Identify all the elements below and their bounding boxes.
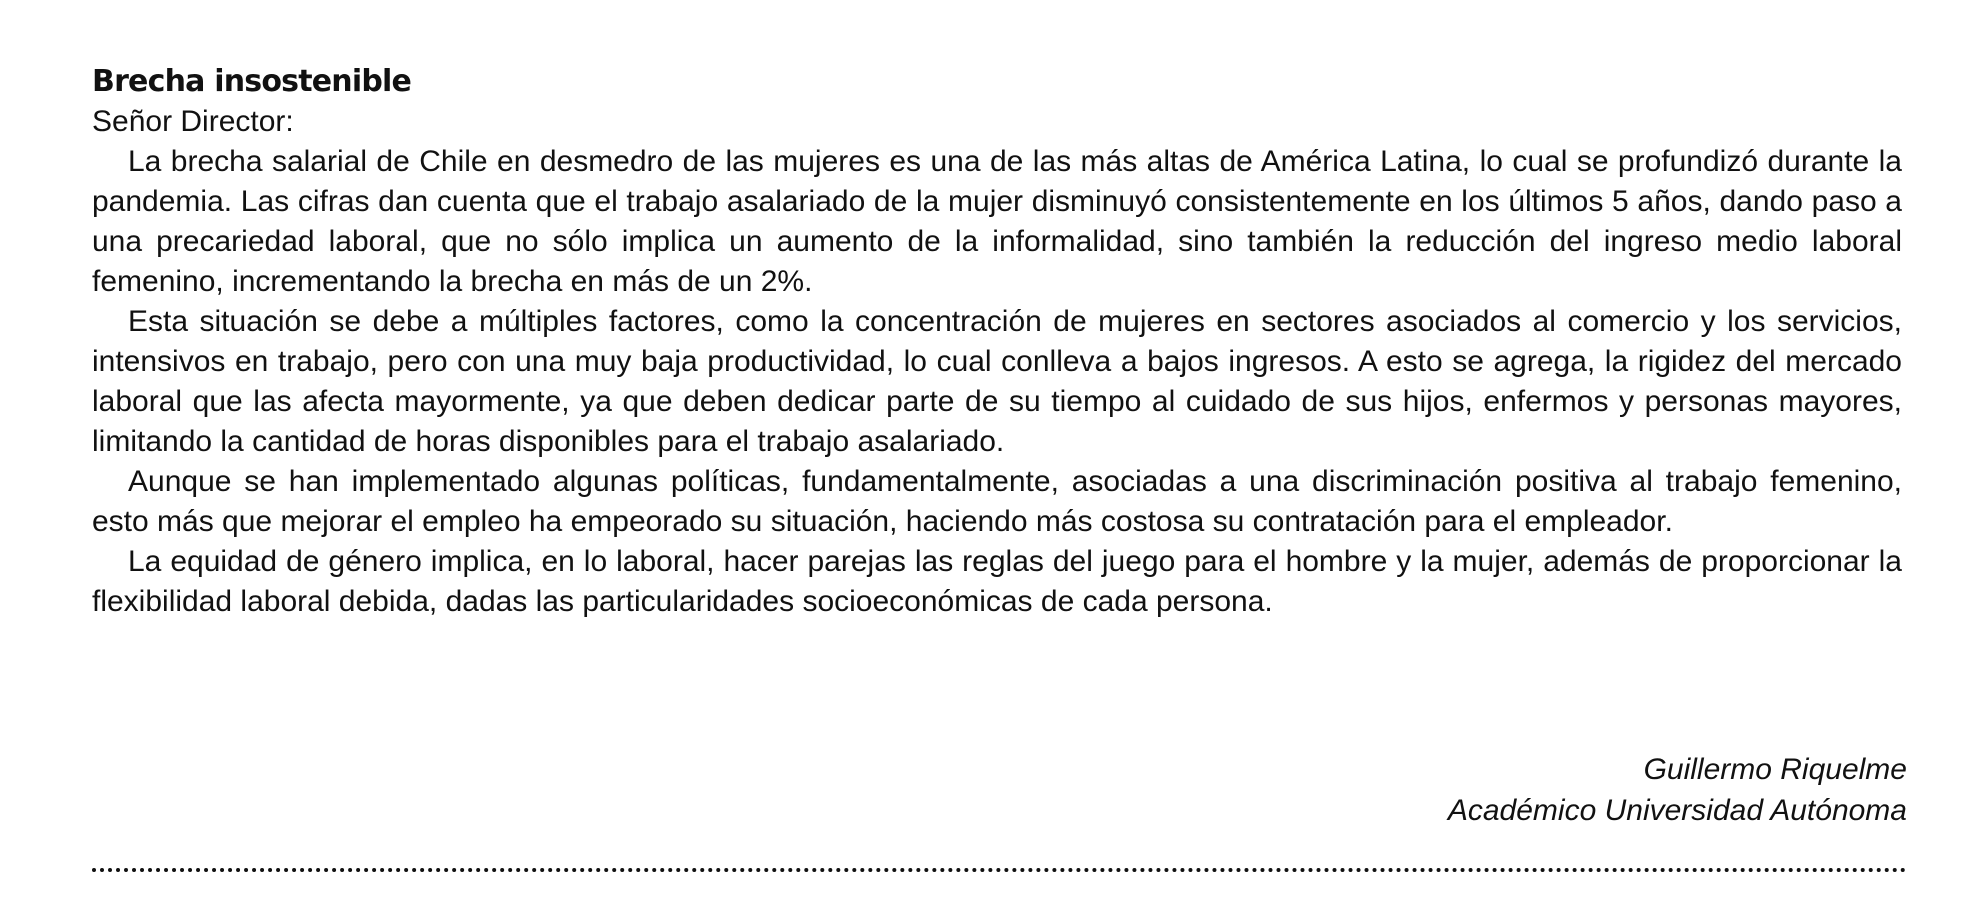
body-paragraph-3: Aunque se han implementado algunas políticas, fundamentalmente, asociadas a una discriminación positiva al trabajo femenino, esto más que mejorar el empleo ha empeorado su situación, haciendo más costosa su contratación para el empleador. xyxy=(92,465,1902,538)
letter-to-editor xyxy=(92,62,1902,622)
signature-block xyxy=(1448,749,1907,831)
body-paragraph-4: La equidad de género implica, en lo laboral, hacer parejas las reglas del juego para el hombre y la mujer, además de proporcionar la flexibilidad laboral debida, dadas las particularidades socioeconómicas de cada persona. xyxy=(92,545,1902,618)
salutation: Señor Director: xyxy=(92,105,294,138)
dotted-separator xyxy=(92,868,1907,872)
author-name: Guillermo Riquelme xyxy=(1643,753,1907,786)
letter-title: Brecha insostenible xyxy=(92,64,412,99)
body-paragraph-1: La brecha salarial de Chile en desmedro de las mujeres es una de las más altas de América Latina, lo cual se profundizó durante la pandemia. Las cifras dan cuenta que el trabajo asalariado de la mujer disminuyó consistentemente en los últimos 5 años, dando paso a una precariedad laboral, que no sólo implica un aumento de la informalidad, sino también la reducción del ingreso medio laboral femenino, incrementando la brecha en más de un 2%. xyxy=(92,145,1902,298)
body-paragraph-2: Esta situación se debe a múltiples factores, como la concentración de mujeres en sectores asociados al comercio y los servicios, intensivos en trabajo, pero con una muy baja productividad, lo cual conlleva a bajos ingresos. A esto se agrega, la rigidez del mercado laboral que las afecta mayormente, ya que deben dedicar parte de su tiempo al cuidado de sus hijos, enfermos y personas mayores, limitando la cantidad de horas disponibles para el trabajo asalariado. xyxy=(92,305,1902,458)
author-affiliation: Académico Universidad Autónoma xyxy=(1447,794,1907,827)
